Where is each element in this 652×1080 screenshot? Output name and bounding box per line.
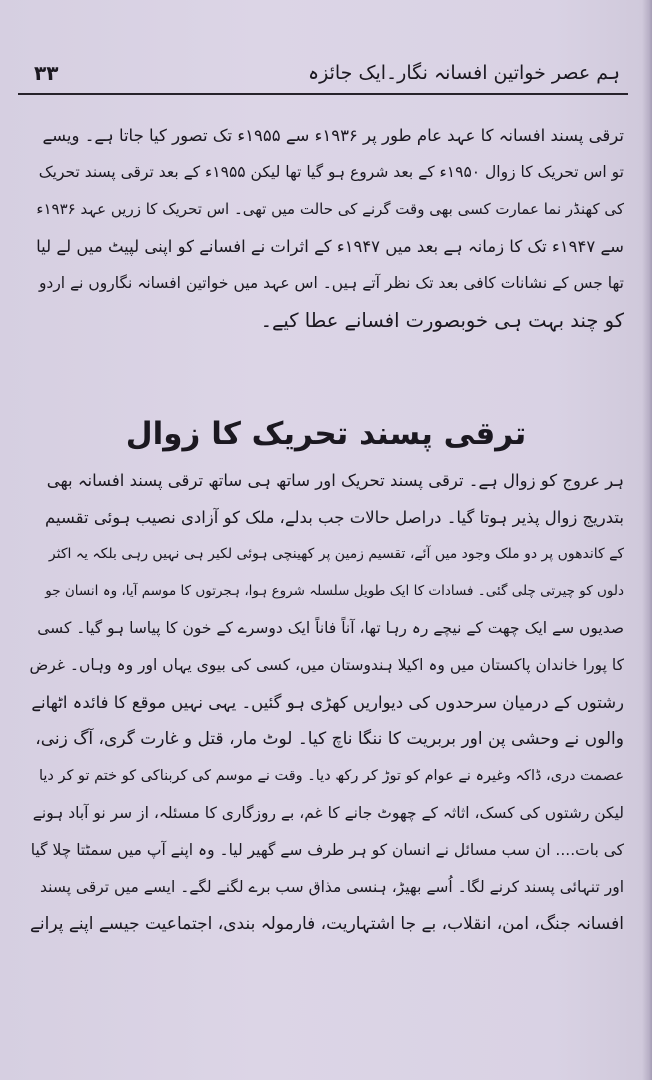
paragraph-2 — [30, 462, 624, 943]
text-line: صدیوں سے ایک چھت کے نیچے رہ رہا تھا، آناً فاناً ایک دوسرے کے خون کا پیاسا ہو گیا۔ کسی — [37, 619, 624, 637]
text-line: رشتوں کے درمیان سرحدوں کی دیواریں کھڑی ہو گئیں۔ یہی نہیں موقع کا فائدہ اٹھانے — [31, 693, 624, 712]
text-line: لیکن رشتوں کی کسک، اثاثہ کے چھوٹ جانے کا غم، بے روزگاری کا مسئلہ، از سر نو آباد ہونے — [32, 804, 624, 822]
text-line: افسانہ جنگ، امن، انقلاب، بے جا اشتہاریت، فارمولہ بندی، اجتماعیت جیسے اپنے پرانے — [30, 914, 624, 934]
section-heading: ترقی پسند تحریک کا زوال — [125, 416, 527, 452]
text-line: تو اس تحریک کا زوال ۱۹۵۰ء کے بعد شروع ہو گیا تھا لیکن ۱۹۵۵ء کے بعد ترقی پسند تحریک — [38, 163, 624, 181]
text-line: والوں نے وحشی پن اور بربریت کا ننگا ناچ کیا۔ لوٹ مار، قتل و غارت گری، آگ زنی، — [35, 729, 624, 749]
page-number: ۳۳ — [34, 61, 59, 85]
text-line: سے ۱۹۴۷ء تک کا زمانہ ہے بعد میں ۱۹۴۷ء کے اثرات نے افسانے کو اپنی لپیٹ میں لے لیا — [36, 237, 624, 256]
header-rule — [18, 93, 628, 95]
text-line: ہر عروج کو زوال ہے۔ ترقی پسند تحریک اور ساتھ ہی ساتھ ترقی پسند افسانہ بھی — [46, 471, 624, 490]
text-line: بتدریج زوال پذیر ہوتا گیا۔ دراصل حالات جب بدلے، ملک کو آزادی نصیب ہوئی تقسیم — [44, 508, 624, 527]
text-line: اور تنہائی پسند کرنے لگا۔ اُسے بھیڑ، ہنسی مذاق سب برے لگنے لگے۔ ایسے میں ترقی پسند — [40, 878, 624, 896]
text-line: کا پورا خاندان پاکستان میں وہ اکیلا ہندوستان میں، کسی کی بیوی یہاں اور وہ وہاں۔ غرض — [30, 656, 624, 674]
running-title: ہم عصر خواتین افسانہ نگار۔ایک جائزہ — [307, 62, 620, 84]
text-line: دلوں کو چیرتی چلی گئی۔ فسادات کا ایک طویل سلسلہ شروع ہوا، ہجرتوں کا موسم آیا، وہ انسان جو — [45, 583, 624, 599]
text-line: کی کھنڈر نما عمارت کسی بھی وقت گرنے کی حالت میں تھی۔ اس تحریک کا زریں عہد ۱۹۳۶ء — [36, 200, 624, 218]
text-line: ترقی پسند افسانہ کا عہد عام طور پر ۱۹۳۶ء سے ۱۹۵۵ء تک تصور کیا جاتا ہے۔ ویسے — [42, 126, 624, 145]
text-line: تھا جس کے نشانات کافی بعد تک نظر آتے ہیں۔ اس عہد میں خواتین افسانہ نگاروں نے اردو — [38, 274, 624, 292]
text-line: کی بات.... ان سب مسائل نے انسان کو ہر طرف سے گھیر لیا۔ وہ اپنے آپ میں سمٹتا چلا گیا — [30, 841, 624, 859]
paragraph-1 — [30, 117, 624, 339]
text-line: عصمت دری، ڈاکہ وغیرہ نے عوام کو توڑ کر رکھ دیا۔ وقت نے موسم کی کربناکی کو ختم تو کر دیا — [38, 768, 624, 784]
text-line: کو چند بہت ہی خوبصورت افسانے عطا کیے۔ — [260, 309, 624, 332]
text-line: کے کاندھوں پر دو ملک وجود میں آئے، تقسیم زمین پر کھینچی ہوئی لکیر ہی نہیں رہی بلکہ یہ اکثر — [48, 546, 624, 562]
page-header — [34, 58, 620, 92]
page-edge-shadow — [642, 0, 652, 1080]
